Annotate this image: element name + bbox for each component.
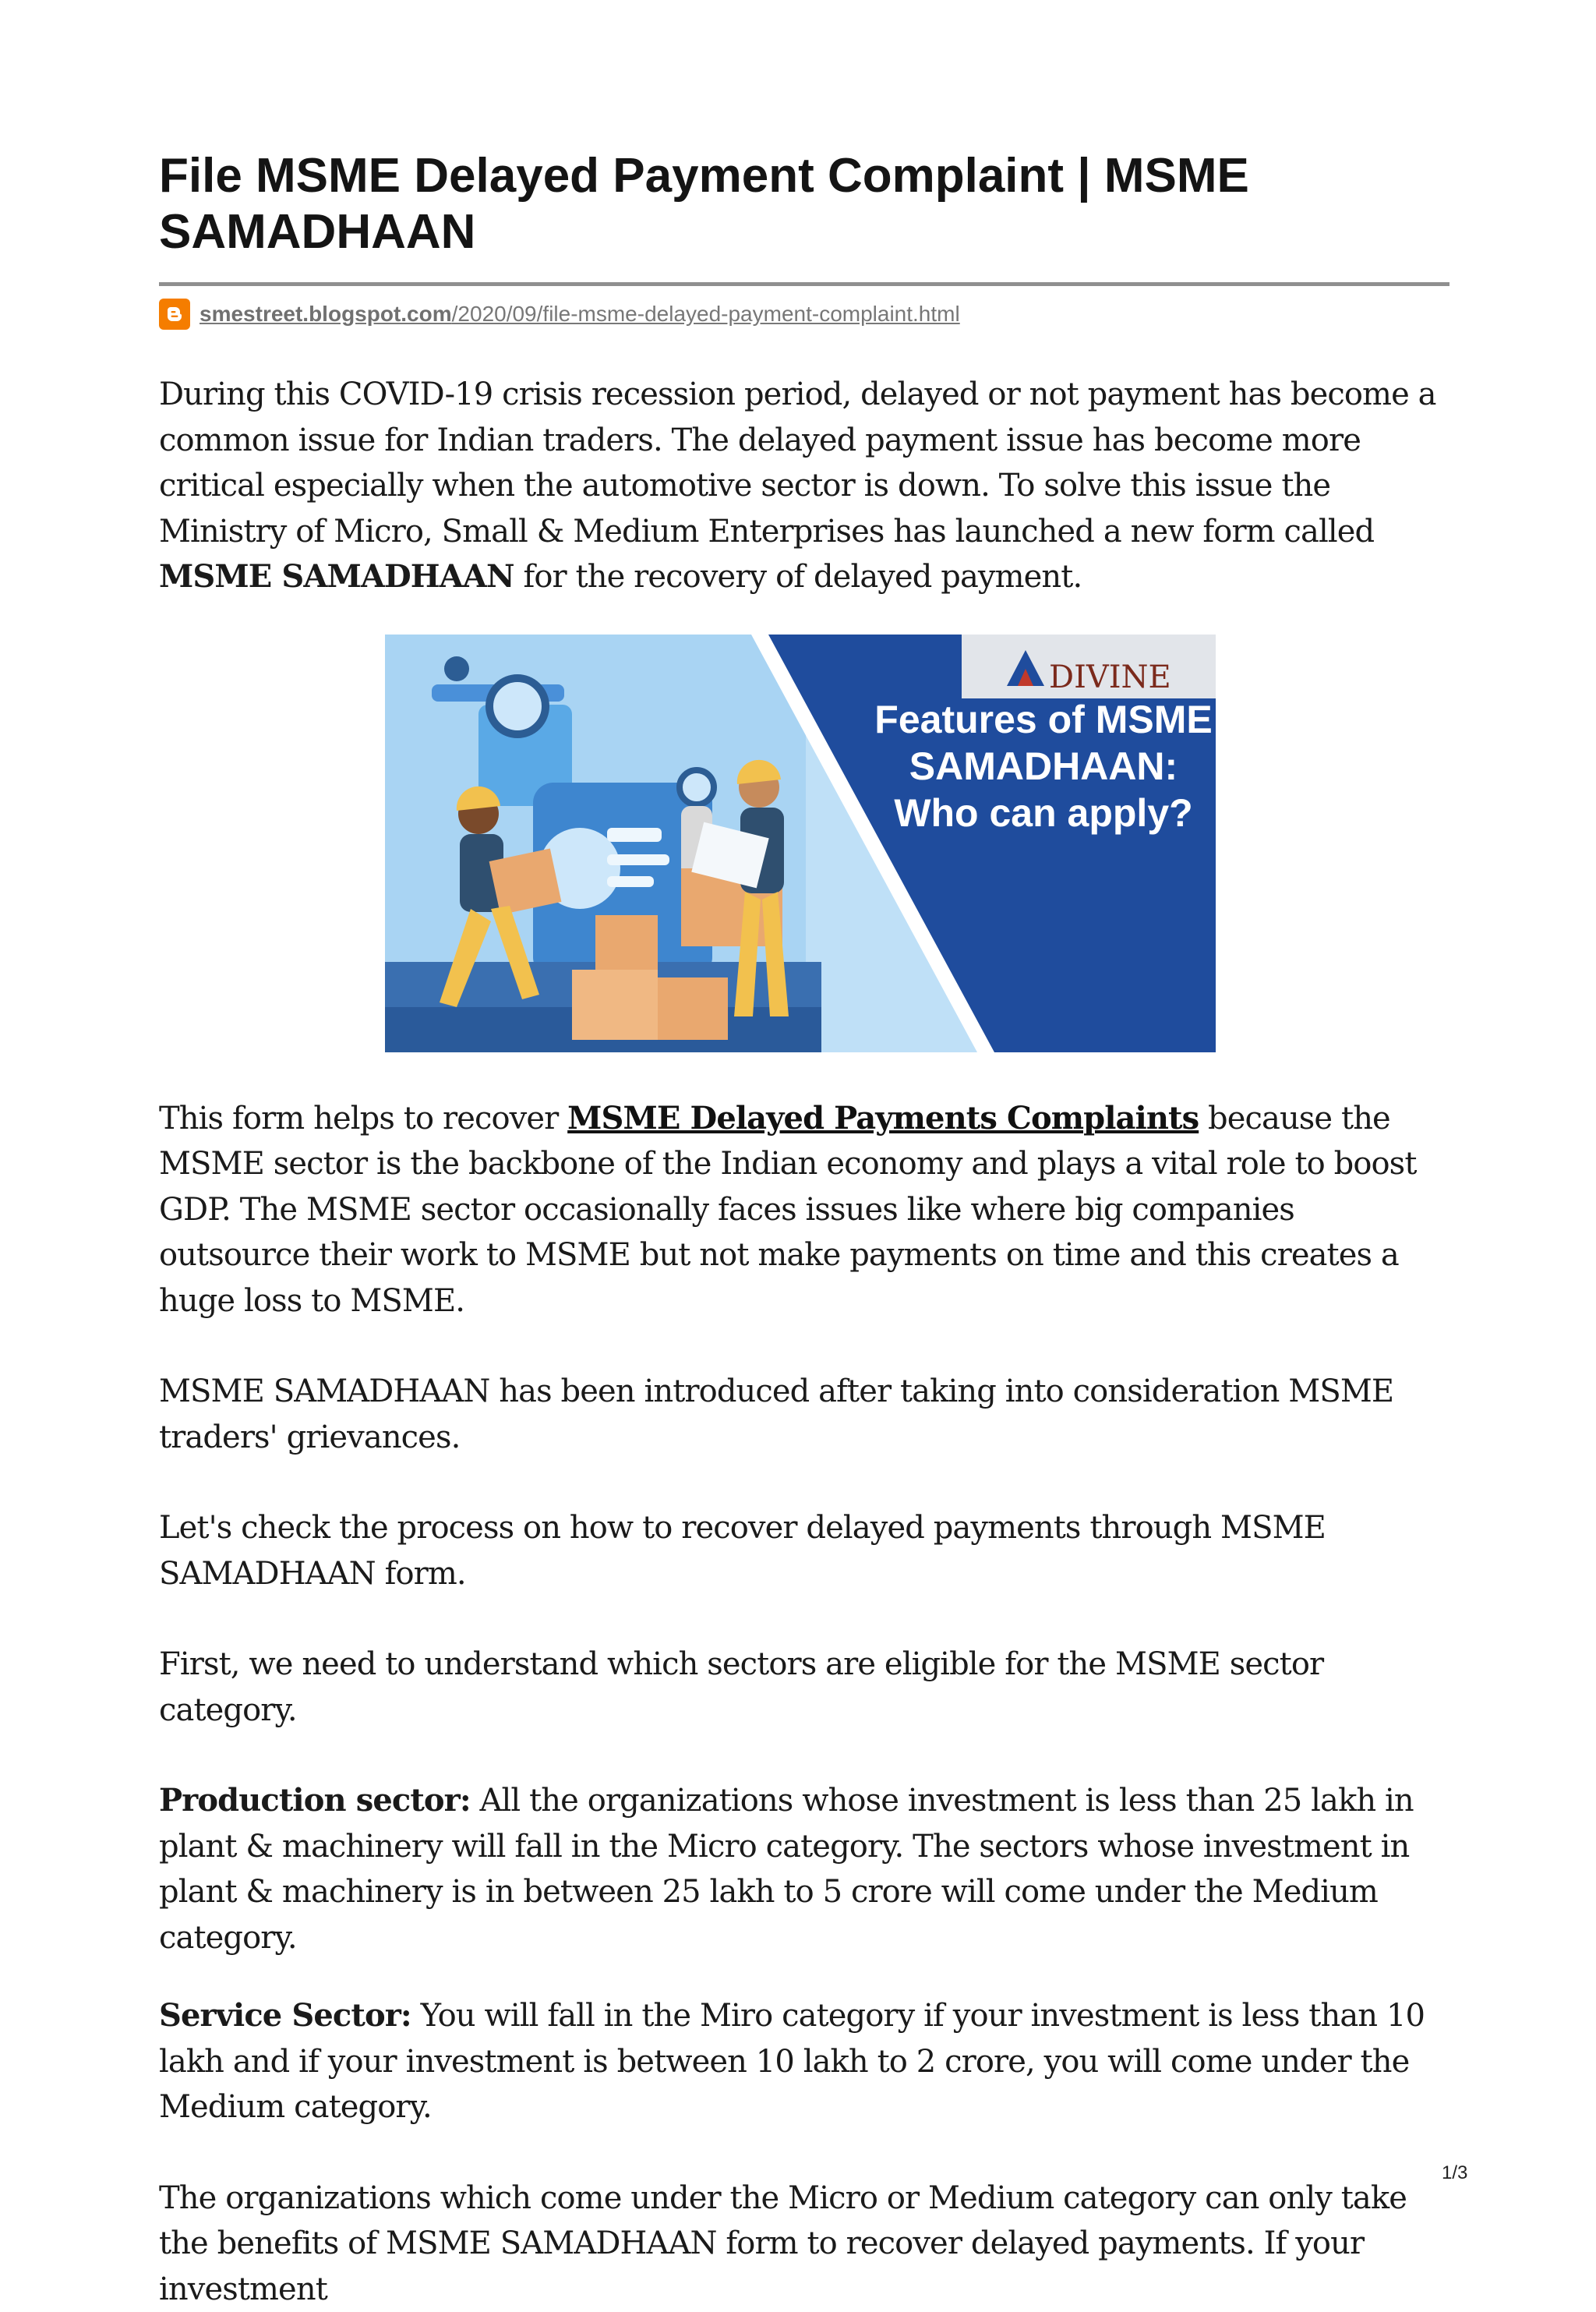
production-sector-label: Production sector:	[159, 1782, 471, 1819]
page-title: File MSME Delayed Payment Complaint | MSME SAMADHAAN	[159, 148, 1449, 260]
source-path: /2020/09/file-msme-delayed-payment-complaint.html	[452, 302, 960, 326]
p2-before: This form helps to recover	[159, 1101, 567, 1137]
service-sector-label: Service Sector:	[159, 1997, 411, 2034]
paragraph-2	[159, 1096, 1449, 1324]
msme-complaints-link[interactable]: MSME Delayed Payments Complaints	[567, 1100, 1199, 1137]
paragraph-4: Let's check the process on how to recover delayed payments through MSME SAMADHAAN form.	[159, 1505, 1449, 1596]
page-number: 1/3	[1442, 2162, 1467, 2184]
hero-line-3: Who can apply?	[894, 791, 1192, 835]
paragraph-8: The organizations which come under the Micro or Medium category can only take the benefits of MSME SAMADHAAN form to recover delayed payments. If your investment	[159, 2176, 1449, 2312]
intro-tail: for the recovery of delayed payment.	[523, 559, 1082, 595]
service-sector-text: You will fall in the Miro category if your investment is less than 10 lakh and if your investment is between 10 lakh to 2 crore, you will come under the Medium category.	[159, 1998, 1425, 2125]
source-line	[159, 297, 1449, 331]
source-link[interactable]	[200, 302, 960, 327]
hero-brand: DIVINE	[1049, 659, 1171, 695]
production-sector-text: All the organizations whose investment is less than 25 lakh in plant & machinery will fall in the Micro category. The sectors whose investment in plant & machinery is in between 25 lakh to 5 crore will come under the Medium category.	[159, 1783, 1414, 1956]
p2-after: because the MSME sector is the backbone of the Indian economy and plays a vital role to boost GDP. The MSME sector occasionally faces issues like where big companies outsource their work to MSME but not make payments on time and this creates a huge loss to MSME.	[159, 1101, 1417, 1319]
hero-line-1: Features of MSME	[874, 698, 1212, 741]
intro-bold: MSME SAMADHAAN	[159, 558, 514, 595]
blogger-icon	[159, 299, 190, 330]
intro-paragraph	[159, 372, 1449, 600]
source-host: smestreet.blogspot.com	[200, 302, 452, 326]
service-sector-paragraph	[159, 1993, 1449, 2130]
article	[159, 148, 1449, 2312]
hero-image	[385, 635, 1216, 1052]
title-divider	[159, 282, 1449, 286]
production-sector-paragraph	[159, 1778, 1449, 1960]
paragraph-5: First, we need to understand which sectors are eligible for the MSME sector category.	[159, 1642, 1449, 1733]
hero-line-2: SAMADHAAN:	[909, 744, 1178, 788]
paragraph-3: MSME SAMADHAAN has been introduced after taking into consideration MSME traders' grievances.	[159, 1369, 1449, 1460]
intro-text: During this COVID-19 crisis recession period, delayed or not payment has become a common issue for Indian traders. The delayed payment issue has become more critical especially when the automotive sector is down. To solve this issue the Ministry of Micro, Small & Medium Enterprises has launched a new form called	[159, 376, 1436, 550]
